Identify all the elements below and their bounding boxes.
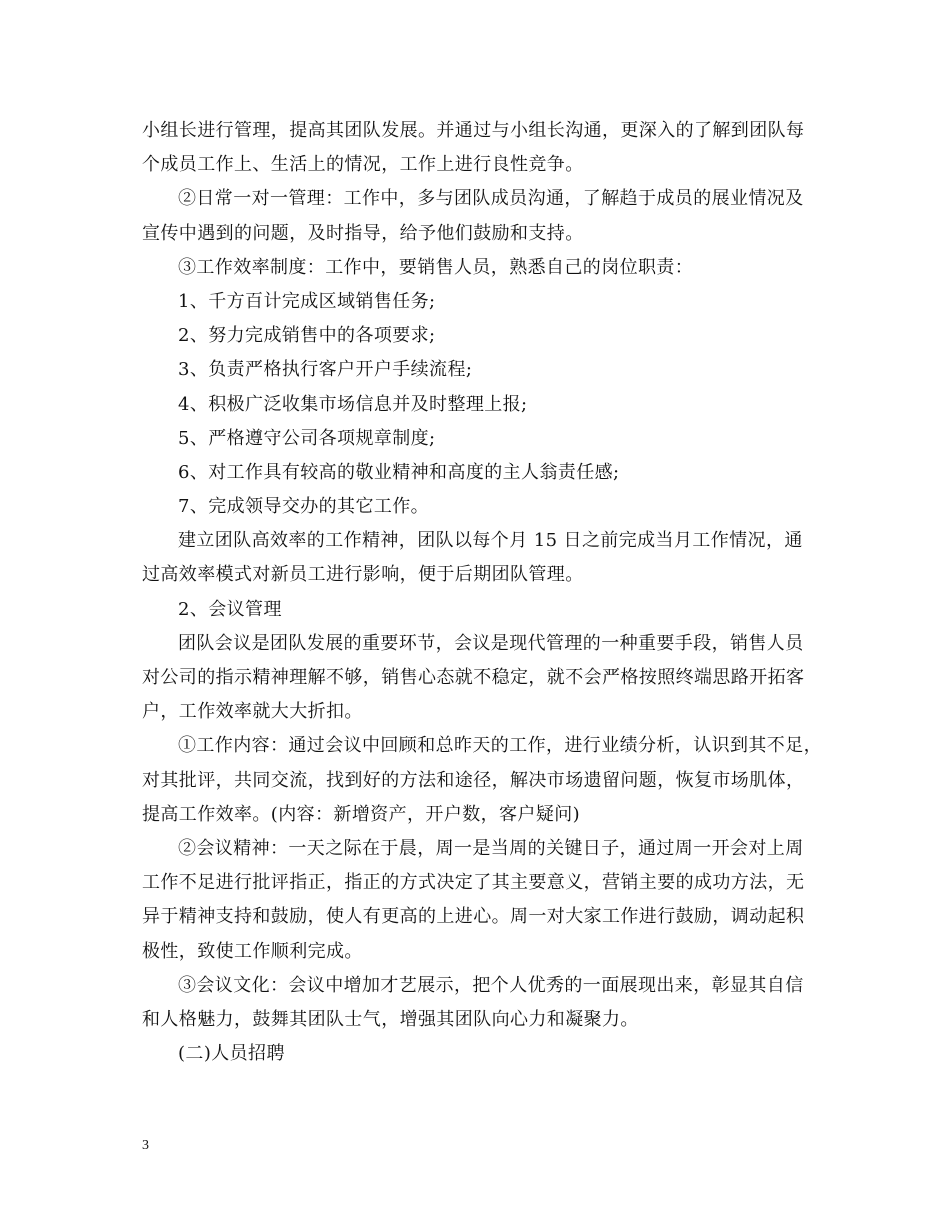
- text-line: 7、完成领导交办的其它工作。: [178, 496, 430, 518]
- text-line: 个成员工作上、生活上的情况，工作上进行良性竞争。: [142, 154, 584, 176]
- text-line: 和人格魅力，鼓舞其团队士气，增强其团队向心力和凝聚力。: [142, 1008, 639, 1030]
- text-line: 异于精神支持和鼓励，使人有更高的上进心。周一对大家工作进行鼓励，调动起积: [142, 906, 805, 928]
- text-line: 对公司的指示精神理解不够，销售心态就不稳定，就不会严格按照终端思路开拓客: [142, 667, 805, 688]
- text-line: 5、严格遵守公司各项规章制度;: [178, 427, 436, 449]
- text-line: 4、积极广泛收集市场信息并及时整理上报;: [178, 393, 528, 415]
- text-line: ③工作效率制度：工作中，要销售人员，熟悉自己的岗位职责：: [178, 256, 694, 278]
- text-line: 户，工作效率就大大折扣。: [142, 701, 363, 723]
- text-line: 宣传中遇到的问题，及时指导，给予他们鼓励和支持。: [142, 222, 584, 244]
- text-line: (二)人员招聘: [178, 1043, 285, 1065]
- text-line: 极性，致使工作顺利完成。: [142, 940, 363, 962]
- document-body: [142, 114, 822, 1071]
- text-line: 小组长进行管理，提高其团队发展。并通过与小组长沟通，更深入的了解到团队每: [142, 120, 805, 141]
- text-line: 2、会议管理: [178, 598, 282, 620]
- text-line: 3、负责严格执行客户开户手续流程;: [178, 359, 473, 381]
- text-line: 1、千方百计完成区域销售任务;: [178, 290, 436, 312]
- text-line: ②会议精神：一天之际在于晨，周一是当周的关键日子，通过周一开会对上周: [178, 837, 804, 859]
- text-line: 建立团队高效率的工作精神，团队以每个月 15 日之前完成当月工作情况，通: [178, 530, 803, 552]
- text-line: 对其批评，共同交流，找到好的方法和途径，解决市场遗留问题，恢复市场肌体，: [142, 769, 805, 791]
- text-line: 2、努力完成销售中的各项要求;: [178, 325, 436, 347]
- page-number: 3: [142, 1138, 149, 1153]
- text-line: ③会议文化：会议中增加才艺展示，把个人优秀的一面展现出来，彰显其自信: [178, 974, 804, 996]
- text-line: 提高工作效率。(内容：新增资产，开户数，客户疑问): [142, 803, 581, 825]
- text-line: 团队会议是团队发展的重要环节，会议是现代管理的一种重要手段，销售人员: [178, 632, 804, 654]
- text-line: 工作不足进行批评指正，指正的方式决定了其主要意义，营销主要的成功方法，无: [142, 872, 805, 894]
- text-line: 6、对工作具有较高的敬业精神和高度的主人翁责任感;: [178, 461, 620, 483]
- text-line: 过高效率模式对新员工进行影响，便于后期团队管理。: [142, 564, 584, 586]
- text-line: ①工作内容：通过会议中回顾和总昨天的工作，进行业绩分析，认识到其不足，: [178, 735, 822, 757]
- text-line: ②日常一对一管理：工作中，多与团队成员沟通，了解趋于成员的展业情况及: [178, 188, 804, 210]
